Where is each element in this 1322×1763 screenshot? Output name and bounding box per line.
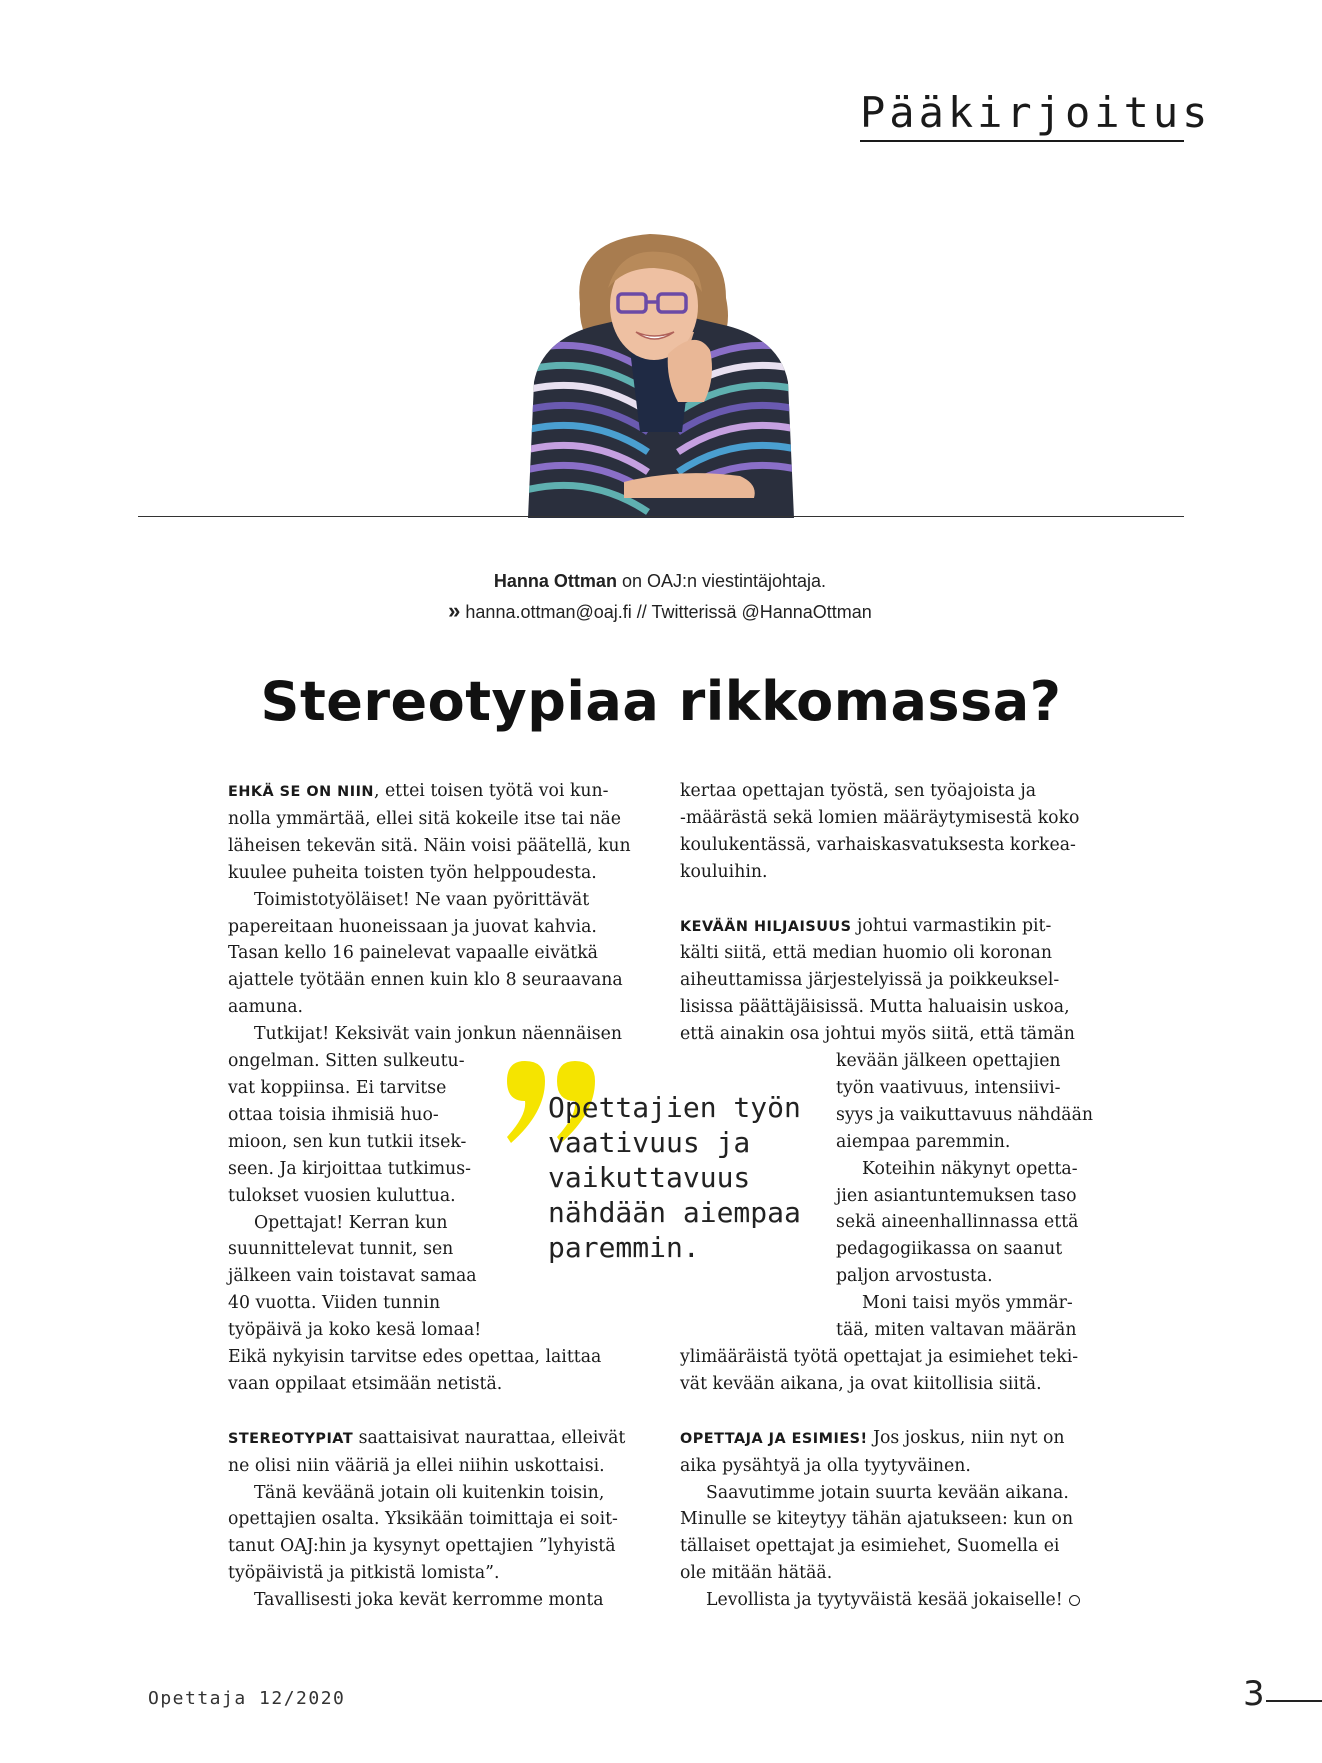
text-line: opettajien osalta. Yksikään toimittaja ei soit- (228, 1509, 618, 1530)
text-line: vaan oppilaat etsimään netistä. (228, 1373, 503, 1394)
text-line: kevään jälkeen opettajien (836, 1051, 1061, 1072)
text-line: lisissa päättäjäisissä. Mutta haluaisin uskoa, (680, 997, 1070, 1018)
hand (668, 340, 712, 402)
text-line: tällaiset opettajat ja esimiehet, Suomella ei (680, 1536, 1060, 1557)
paragraph (680, 1344, 1120, 1398)
text-line: ole mitään hätää. (680, 1563, 833, 1584)
lead-in: OPETTAJA JA ESIMIES! (680, 1430, 868, 1447)
quote-line: nähdään aiempaa (548, 1196, 801, 1229)
text-line: seen. Ja kirjoittaa tutkimus- (228, 1158, 471, 1179)
text-line: johtui varmastikin pit- (851, 915, 1052, 936)
text-line: aiempaa paremmin. (836, 1131, 1011, 1152)
text-line: tanut OAJ:hin ja kysynyt opettajien ”lyhyistä (228, 1536, 616, 1557)
contact-marker: » (448, 598, 461, 623)
text-line: mioon, sen kun tutkii itsek- (228, 1131, 467, 1152)
text-line: nolla ymmärtää, ellei sitä kokeile itse tai näe (228, 808, 622, 829)
text-line: Levollista ja tyytyväistä kesää jokaiselle! (706, 1590, 1063, 1611)
page-number: 3 (1243, 1674, 1265, 1714)
paragraph (680, 1587, 1120, 1614)
text-line: työpäivä ja koko kesä lomaa! (228, 1320, 482, 1341)
end-mark-icon (1069, 1595, 1080, 1606)
text-line: että ainakin osa johtui myös siitä, että tämän (680, 1024, 1075, 1045)
text-line: pedagogiikassa on saanut (836, 1239, 1063, 1260)
text-line: , ettei toisen työtä voi kun- (373, 781, 609, 801)
paragraph (680, 1480, 1120, 1588)
text-line: kertaa opettajan työstä, sen työajoista ja (680, 781, 1037, 801)
text-line: jälkeen vain toistavat samaa (228, 1266, 477, 1287)
author-contact: hanna.ottman@oaj.fi // Twitterissä @HannaOttman (460, 602, 872, 622)
paragraph (228, 1425, 648, 1480)
text-line: paljon arvostusta. (836, 1266, 993, 1287)
text-line: Toimistotyöläiset! Ne vaan pyörittävät (254, 889, 590, 910)
author-line (300, 566, 1020, 596)
text-line: Koteihin näkynyt opetta- (862, 1158, 1078, 1179)
paragraph-gap (680, 886, 1120, 913)
text-line: sekä aineenhallinnassa että (836, 1212, 1079, 1233)
text-line: Tavallisesti joka kevät kerromme monta (254, 1590, 604, 1611)
text-line: Moni taisi myös ymmär- (862, 1293, 1073, 1314)
paragraph (228, 1587, 648, 1614)
text-line: Jos joskus, niin nyt on (867, 1427, 1065, 1448)
text-line: jien asiantuntemuksen taso (836, 1185, 1077, 1206)
lead-in: STEREOTYPIAT (228, 1430, 354, 1447)
quote-line: paremmin. (548, 1231, 700, 1264)
text-line: koulukentässä, varhaiskasvatuksesta korkea- (680, 834, 1076, 855)
text-line: kälti siitä, että median huomio oli koronan (680, 943, 1052, 964)
text-line: ajattele työtään ennen kuin klo 8 seuraavana (228, 970, 623, 991)
pull-quote (548, 1090, 838, 1265)
paragraph (228, 778, 648, 887)
footer-rule (1266, 1700, 1322, 1702)
text-line: Minulle se kiteytyy tähän ajatukseen: kun on (680, 1509, 1074, 1530)
text-line: vat koppiinsa. Ei tarvitse (228, 1077, 447, 1098)
lead-in: KEVÄÄN HILJAISUUS (680, 918, 852, 935)
author-role: on OAJ:n viestintäjohtaja. (616, 571, 827, 591)
text-line: syys ja vaikuttavuus nähdään (836, 1104, 1094, 1125)
text-line: saattaisivat naurattaa, elleivät (353, 1427, 626, 1448)
text-line: työn vaativuus, intensiivi- (836, 1077, 1061, 1098)
section-label: Pääkirjoitus (860, 92, 1184, 142)
text-line: kouluihin. (680, 861, 768, 882)
text-line: läheisen tekevän sitä. Näin voisi päätellä, kun (228, 835, 631, 856)
text-line: Tänä keväänä jotain oli kuitenkin toisin, (254, 1482, 605, 1503)
article-title: Stereotypiaa rikkomassa? (260, 670, 1062, 733)
text-line: ongelman. Sitten sulkeutu- (228, 1051, 465, 1072)
author-portrait (528, 232, 794, 518)
text-line: ylimääräistä työtä opettajat ja esimiehet teki- (680, 1347, 1079, 1368)
paragraph-gap (680, 1398, 1120, 1425)
text-line: Tasan kello 16 painelevat vapaalle eivätkä (228, 943, 598, 964)
text-line: työpäivistä ja pitkistä lomista”. (228, 1563, 500, 1584)
text-line: aika pysähtyä ja olla tyytyväinen. (680, 1455, 971, 1476)
text-line: -määrästä sekä lomien määräytymisestä koko (680, 807, 1080, 828)
paragraph (228, 887, 648, 1022)
lead-in: EHKÄ SE ON NIIN (228, 784, 374, 800)
paragraph-gap (228, 1398, 648, 1425)
paragraph (680, 1425, 1120, 1480)
text-line: aamuna. (228, 997, 304, 1018)
text-line: Saavutimme jotain suurta kevään aikana. (706, 1482, 1069, 1503)
text-line: Eikä nykyisin tarvitse edes opettaa, laittaa (228, 1347, 602, 1368)
text-line: aiheuttamissa järjestelyissä ja poikkeuksel- (680, 970, 1060, 991)
text-line: ne olisi niin vääriä ja ellei niihin uskottaisi. (228, 1455, 605, 1476)
paragraph (228, 1480, 648, 1588)
text-line: tulokset vuosien kuluttua. (228, 1185, 456, 1206)
quote-line: vaativuus ja (548, 1126, 751, 1159)
text-line: Tutkijat! Keksivät vain jonkun näennäisen (254, 1024, 622, 1045)
author-name: Hanna Ottman (493, 571, 617, 591)
author-contact-line (300, 596, 1020, 627)
text-line: Opettajat! Kerran kun (254, 1212, 448, 1233)
section-divider (138, 516, 1184, 517)
author-byline (300, 566, 1020, 627)
footer-issue: Opettaja 12/2020 (148, 1688, 346, 1709)
text-line: vät kevään aikana, ja ovat kiitollisia siitä. (680, 1373, 1042, 1394)
text-line: tää, miten valtavan määrän (836, 1320, 1077, 1341)
text-line: kuulee puheita toisten työn helppoudesta. (228, 862, 597, 883)
paragraph (680, 778, 1120, 886)
text-line: ottaa toisia ihmisiä huo- (228, 1104, 439, 1125)
text-line: papereitaan huoneissaan ja juovat kahvia. (228, 916, 597, 937)
paragraph (228, 1344, 648, 1398)
quote-line: Opettajien työn (548, 1091, 801, 1124)
text-line: 40 vuotta. Viiden tunnin (228, 1293, 441, 1314)
text-line: suunnittelevat tunnit, sen (228, 1239, 454, 1260)
quote-line: vaikuttavuus (548, 1161, 751, 1194)
